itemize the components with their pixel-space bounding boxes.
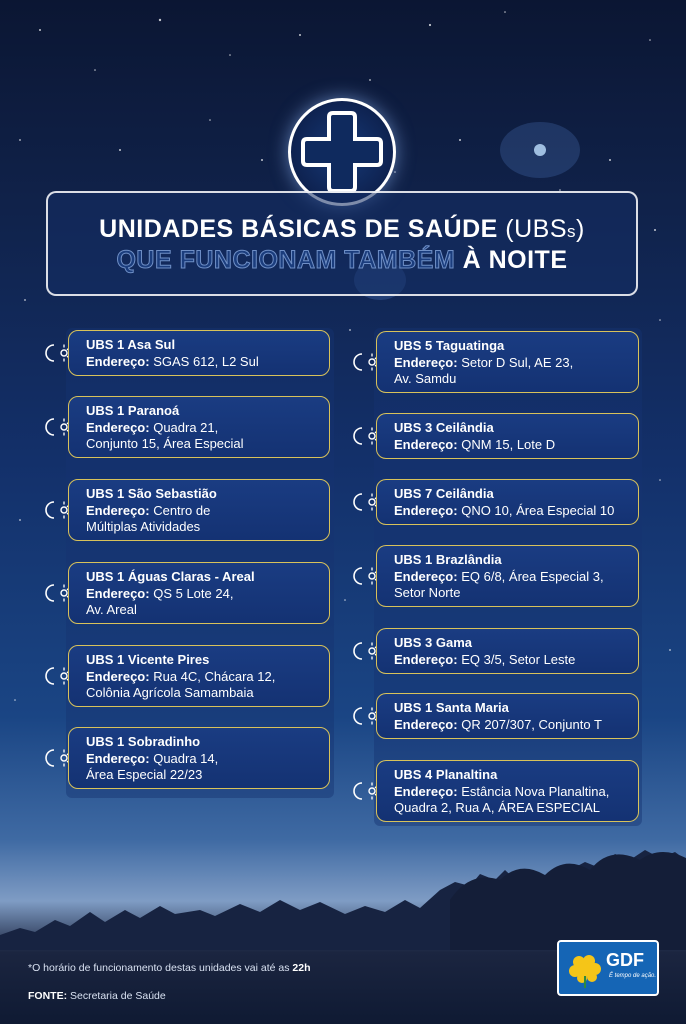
ubs-address-line xyxy=(394,717,638,734)
ubs-address-line xyxy=(86,767,329,784)
title-paren xyxy=(505,215,585,243)
medical-cross-icon xyxy=(288,98,396,206)
address-text: Área Especial 22/23 xyxy=(86,767,203,782)
ubs-card xyxy=(68,396,330,458)
ubs-address-line xyxy=(394,355,638,372)
ubs-name: UBS 1 Brazlândia xyxy=(394,552,502,567)
ubs-card xyxy=(376,628,639,674)
address-text: EQ 3/5, Setor Leste xyxy=(461,651,576,667)
ubs-name: UBS 1 Sobradinho xyxy=(86,734,201,749)
footnote-hour: 22h xyxy=(292,962,311,974)
ubs-name: UBS 1 Santa Maria xyxy=(394,700,509,715)
address-text: Setor D Sul, AE 23, xyxy=(461,354,574,370)
address-text: QS 5 Lote 24, xyxy=(153,585,234,601)
address-text: QNO 10, Área Especial 10 xyxy=(461,502,615,518)
source-text: Secretaria de Saúde xyxy=(67,990,166,1002)
ubs-card xyxy=(68,479,330,541)
ipe-flower-icon xyxy=(565,950,605,990)
ubs-card xyxy=(376,479,639,525)
ubs-card xyxy=(376,331,639,393)
ubs-address-line xyxy=(86,503,329,520)
ubs-name: UBS 3 Gama xyxy=(394,635,473,650)
address-text: SGAS 612, L2 Sul xyxy=(153,353,259,369)
footnote-text: *O horário de funcionamento destas unidades vai até as xyxy=(28,962,293,974)
address-text: Conjunto 15, Área Especial xyxy=(86,436,244,451)
source-line xyxy=(28,990,166,1002)
ubs-card xyxy=(376,693,639,739)
address-text: Centro de xyxy=(153,502,211,518)
address-text: QNM 15, Lote D xyxy=(461,436,556,452)
ubs-address-line xyxy=(86,519,329,536)
gdf-slogan: É tempo de ação. xyxy=(609,973,657,979)
address-label: Endereço: xyxy=(86,585,150,601)
address-text: Av. Samdu xyxy=(394,371,457,386)
address-text: Quadra 21, xyxy=(153,419,219,435)
address-label: Endereço: xyxy=(86,353,150,369)
gdf-logo-text: GDF xyxy=(606,950,644,970)
ubs-name: UBS 1 Asa Sul xyxy=(86,337,176,352)
crescent-moon xyxy=(494,26,584,116)
ubs-address-line xyxy=(394,784,638,801)
ubs-address-line xyxy=(394,585,638,602)
title-ghost: QUE FUNCIONAM TAMBÉM xyxy=(116,246,456,274)
ubs-address-line xyxy=(86,436,329,453)
address-text: Rua 4C, Chácara 12, xyxy=(153,668,276,684)
title-line-1 xyxy=(48,215,636,244)
ubs-address-line xyxy=(86,420,329,437)
address-text: Av. Areal xyxy=(86,602,137,617)
address-label: Endereço: xyxy=(86,502,150,518)
ubs-address-line xyxy=(394,371,638,388)
address-text: Colônia Agrícola Samambaia xyxy=(86,685,254,700)
address-text: Quadra 14, xyxy=(153,750,219,766)
ubs-name: UBS 1 Paranoá xyxy=(86,403,180,418)
ubs-address-line xyxy=(394,800,638,817)
address-text: EQ 6/8, Área Especial 3, xyxy=(461,568,604,584)
ubs-name: UBS 5 Taguatinga xyxy=(394,338,505,353)
title-strong: À NOITE xyxy=(462,246,568,274)
address-label: Endereço: xyxy=(394,502,458,518)
title-paren-open: (UBS xyxy=(505,215,568,243)
title-paren-sub: s xyxy=(567,222,577,241)
ubs-name: UBS 3 Ceilândia xyxy=(394,420,494,435)
gdf-logo xyxy=(557,940,659,996)
address-text: Quadra 2, Rua A, ÁREA ESPECIAL xyxy=(394,800,600,815)
ubs-address-line xyxy=(86,586,329,603)
ubs-address-line xyxy=(394,503,638,520)
ubs-address-line xyxy=(394,652,638,669)
ubs-address-line xyxy=(86,354,329,371)
address-label: Endereço: xyxy=(394,716,458,732)
ubs-name: UBS 1 Águas Claras - Areal xyxy=(86,569,255,584)
ubs-address-line xyxy=(86,751,329,768)
ubs-address-line xyxy=(86,685,329,702)
ubs-card xyxy=(68,727,330,789)
ubs-name: UBS 4 Planaltina xyxy=(394,767,498,782)
ubs-name: UBS 1 São Sebastião xyxy=(86,486,217,501)
address-label: Endereço: xyxy=(394,783,458,799)
title-box xyxy=(46,191,638,296)
ubs-card xyxy=(68,562,330,624)
address-label: Endereço: xyxy=(86,668,150,684)
ubs-address-line xyxy=(394,437,638,454)
ubs-card xyxy=(376,545,639,607)
ubs-address-line xyxy=(86,669,329,686)
address-label: Endereço: xyxy=(394,568,458,584)
treeline-silhouette xyxy=(0,840,686,950)
address-text: Múltiplas Atividades xyxy=(86,519,201,534)
title-paren-close: ) xyxy=(576,215,585,243)
address-text: QR 207/307, Conjunto T xyxy=(461,716,602,732)
title-line-2 xyxy=(48,246,636,275)
ubs-card xyxy=(68,330,330,376)
ubs-name: UBS 7 Ceilândia xyxy=(394,486,494,501)
address-label: Endereço: xyxy=(394,651,458,667)
title-main: UNIDADES BÁSICAS DE SAÚDE xyxy=(99,215,498,243)
ubs-address-line xyxy=(86,602,329,619)
address-text: Estância Nova Planaltina, xyxy=(461,783,610,799)
ubs-name: UBS 1 Vicente Pires xyxy=(86,652,210,667)
address-text: Setor Norte xyxy=(394,585,461,600)
ubs-card xyxy=(376,413,639,459)
address-label: Endereço: xyxy=(394,354,458,370)
source-label: FONTE: xyxy=(28,990,68,1002)
ubs-address-line xyxy=(394,569,638,586)
ubs-card xyxy=(376,760,639,822)
footnote xyxy=(28,962,311,974)
address-label: Endereço: xyxy=(86,419,150,435)
address-label: Endereço: xyxy=(394,436,458,452)
ubs-card xyxy=(68,645,330,707)
address-label: Endereço: xyxy=(86,750,150,766)
